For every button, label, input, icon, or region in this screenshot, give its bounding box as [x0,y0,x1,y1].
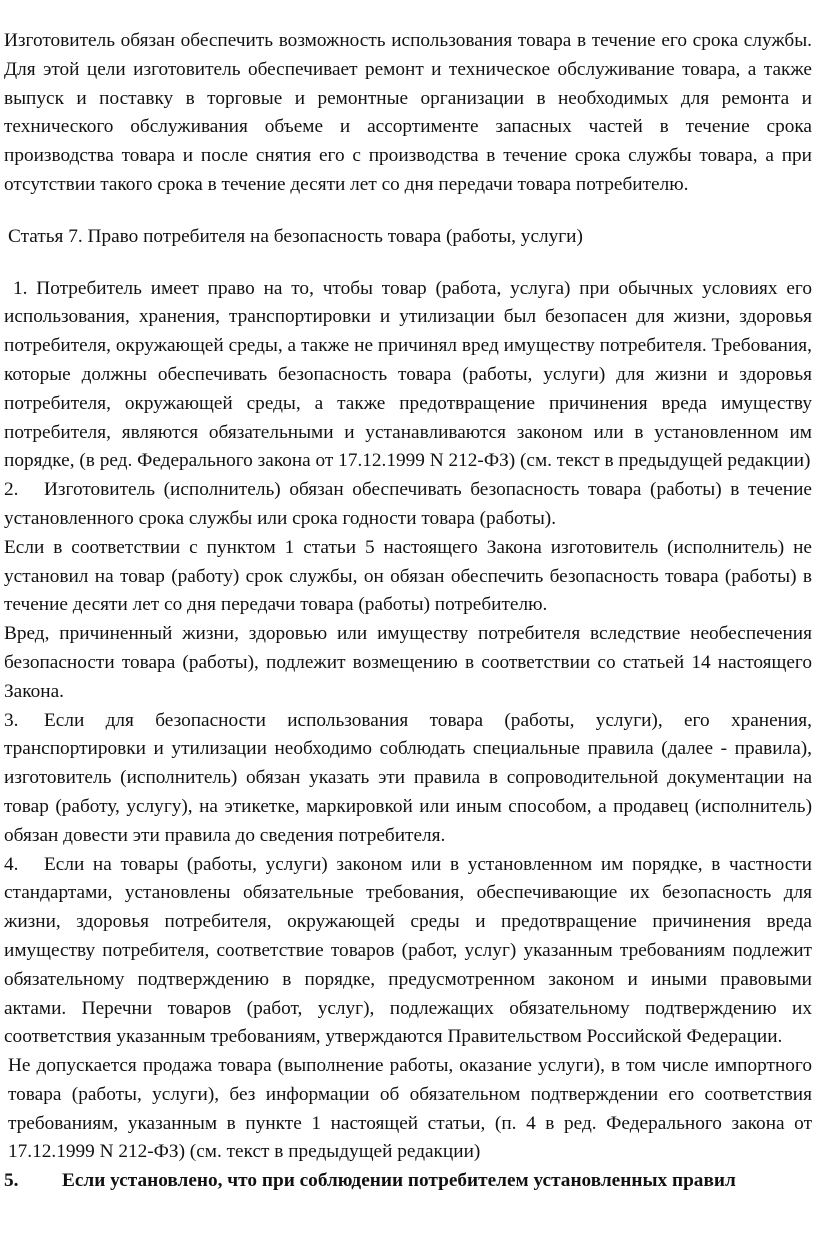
item-3-number: 3. [4,709,19,731]
item-4-number: 4. [4,853,19,875]
item-4-paragraph-2: Не допускается продажа товара (выполнение работы, оказание услуги), в том числе импортного товара (работы, услуги), без информации об обязательном подтверждении его соответствия требованиям, указанным в пункте 1 настоящей статьи, (п. 4 в ред. Федерального закона от 17.12.1999 N 212-ФЗ) (см. текст в предыдущей редакции) [8,1055,812,1163]
item-4-text: Если на товары (работы, услуги) законом или в установленном им порядке, в частности стандартами, установлены обязательные требования, обеспечивающие их безопасность для жизни, здоровья потребителя, окружающей среды и предотвращение причинения вреда имуществу потребителя, соответствие товаров (работ, услуг) указанным требованиям подлежит обязательному подтверждению в порядке, предусмотренном законом и иными правовыми актами. Перечни товаров (работ, услуг), подлежащих обязательному подтверждению их соответствия указанным требованиям, утверждаются Правительством Российской Федерации. [4,853,812,1048]
item-5-number: 5. [4,1170,19,1192]
article-title: Статья 7. Право потребителя на безопасность товара (работы, услуги) [8,225,583,247]
item-2-text: Изготовитель (исполнитель) обязан обеспечивать безопасность товара (работы) в течение установленного срока службы или срока годности товара (работы). [4,479,812,529]
item-2 [4,476,812,534]
item-3-text: Если для безопасности использования товара (работы, услуги), его хранения, транспортировки и утилизации необходимо соблюдать специальные правила (далее - правила), изготовитель (исполнитель) обязан указать эти правила в сопроводительной документации на товар (работу, услугу), на этикетке, маркировкой или иным способом, а продавец (исполнитель) обязан довести эти правила до сведения потребителя. [4,709,812,846]
item-4 [4,851,812,1053]
item-5 [4,1167,812,1196]
paragraph-intro: Изготовитель обязан обеспечить возможность использования товара в течение его срока службы. Для этой цели изготовитель обеспечивает ремонт и техническое обслуживание товара, а также выпуск и поставку в торговые и ремонтные организации в необходимых для ремонта и технического обслуживания объеме и ассортименте запасных частей в течение срока производства товара и после снятия его с производства в течение срока службы товара, а при отсутствии такого срока в течение десяти лет со дня передачи товара потребителю. [4,30,812,195]
item-2-paragraph-3: Вред, причиненный жизни, здоровью или имуществу потребителя вследствие необеспечения безопасности товара (работы), подлежит возмещению в соответствии со статьей 14 настоящего Закона. [4,623,812,702]
item-1: 1. Потребитель имеет право на то, чтобы товар (работа, услуга) при обычных условиях его использования, хранения, транспортировки и утилизации был безопасен для жизни, здоровья потребителя, окружающей среды, а также не причинял вред имуществу потребителя. Требования, которые должны обеспечивать безопасность товара (работы, услуги) для жизни и здоровья потребителя, окружающей среды, а также предотвращение причинения вреда имуществу потребителя, являются обязательными и устанавливаются законом или в установленном им порядке, (в ред. Федерального закона от 17.12.1999 N 212-ФЗ) (см. текст в предыдущей редакции) [4,277,812,472]
item-3 [4,707,812,851]
document-page [4,27,812,1196]
item-2-number: 2. [4,479,19,501]
item-5-text: Если установлено, что при соблюдении потребителем установленных правил [62,1170,736,1192]
item-2-paragraph-2: Если в соответствии с пунктом 1 статьи 5 настоящего Закона изготовитель (исполнитель) не установил на товар (работу) срок службы, он обязан обеспечить безопасность товара (работы) в течение десяти лет со дня передачи товара (работы) потребителю. [4,536,812,616]
